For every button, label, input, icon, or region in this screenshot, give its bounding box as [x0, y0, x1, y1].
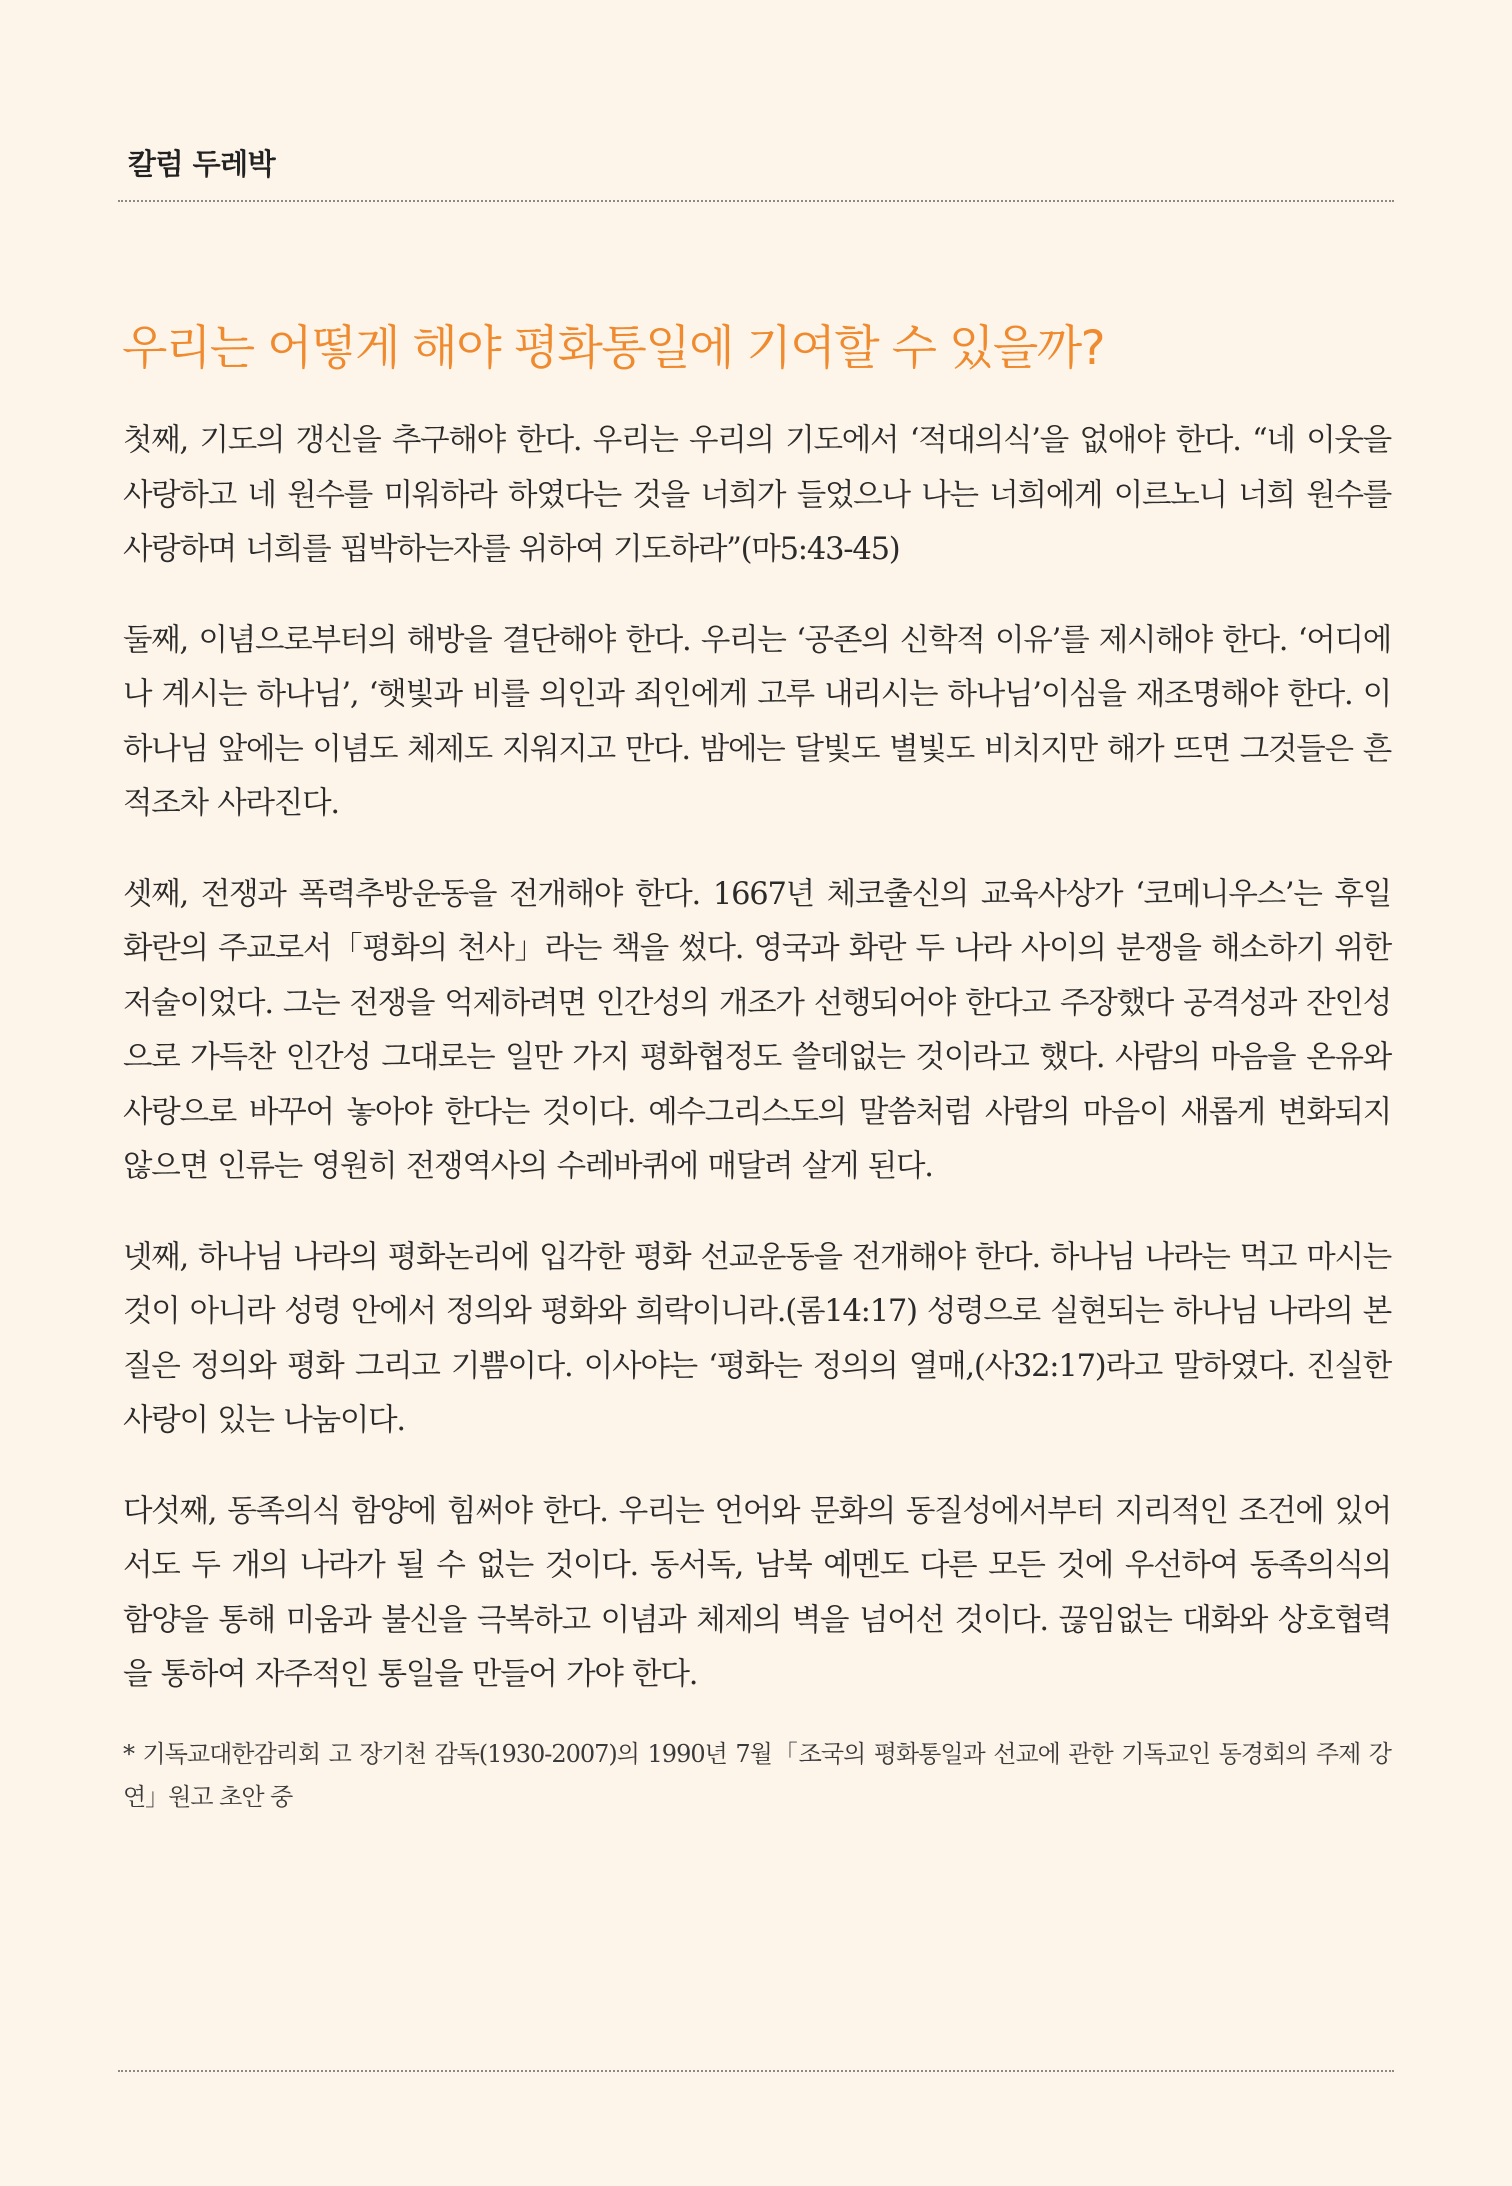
paragraph-fourth: 넷째, 하나님 나라의 평화논리에 입각한 평화 선교운동을 전개해야 한다. 하나님 나라는 먹고 마시는 것이 아니라 성령 안에서 정의와 평화와 희락이니라.(롬14:17) 성령으로 실현되는 하나님 나라의 본질은 정의와 평화 그리고 기쁨이다. 이사야는 ‘평화는 정의의 열매,(사32:17)라고 말하였다. 진실한 사랑이 있는 나눔이다. — [123, 1239, 1391, 1438]
article-title: 우리는 어떻게 해야 평화통일에 기여할 수 있을까? — [122, 321, 1105, 377]
paragraph-first: 첫째, 기도의 갱신을 추구해야 한다. 우리는 우리의 기도에서 ‘적대의식’을 없애야 한다. “네 이웃을 사랑하고 네 원수를 미워하라 하였다는 것을 너희가 들었으나 나는 너희에게 이르노니 너희 원수를 사랑하며 너희를 핍박하는자를 위하여 기도하라”(마5:43-45) — [123, 423, 1391, 567]
column-label: 칼럼 두레박 — [128, 147, 276, 181]
bottom-dotted-divider — [118, 2070, 1394, 2072]
article-body — [123, 414, 1391, 1819]
paragraph-third: 셋째, 전쟁과 폭력추방운동을 전개해야 한다. 1667년 체코출신의 교육사상가 ‘코메니우스’는 후일 화란의 주교로서「평화의 천사」라는 책을 썼다. 영국과 화란 두 나라 사이의 분쟁을 해소하기 위한 저술이었다. 그는 전쟁을 억제하려면 인간성의 개조가 선행되어야 한다고 주장했다 공격성과 잔인성으로 가득찬 인간성 그대로는 일만 가지 평화협정도 쓸데없는 것이라고 했다. 사람의 마음을 온유와 사랑으로 바꾸어 놓아야 한다는 것이다. 예수그리스도의 말씀처럼 사람의 마음이 새롭게 변화되지 않으면 인류는 영원히 전쟁역사의 수레바퀴에 매달려 살게 된다. — [123, 876, 1391, 1184]
paragraph-second: 둘째, 이념으로부터의 해방을 결단해야 한다. 우리는 ‘공존의 신학적 이유’를 제시해야 한다. ‘어디에나 계시는 하나님’, ‘햇빛과 비를 의인과 죄인에게 고루 내리시는 하나님’이심을 재조명해야 한다. 이 하나님 앞에는 이념도 체제도 지워지고 만다. 밤에는 달빛도 별빛도 비치지만 해가 뜨면 그것들은 흔적조차 사라진다. — [123, 622, 1391, 821]
top-dotted-divider — [118, 200, 1394, 202]
footnote: * 기독교대한감리회 고 장기천 감독(1930-2007)의 1990년 7월「조국의 평화통일과 선교에 관한 기독교인 동경회의 주제 강연」원고 초안 중 — [123, 1739, 1391, 1811]
paragraph-fifth: 다섯째, 동족의식 함양에 힘써야 한다. 우리는 언어와 문화의 동질성에서부터 지리적인 조건에 있어 서도 두 개의 나라가 될 수 없는 것이다. 동서독, 남북 예멘도 다른 모든 것에 우선하여 동족의식의 함양을 통해 미움과 불신을 극복하고 이념과 체제의 벽을 넘어선 것이다. 끊임없는 대화와 상호협력을 통하여 자주적인 통일을 만들어 가야 한다. — [123, 1493, 1391, 1692]
